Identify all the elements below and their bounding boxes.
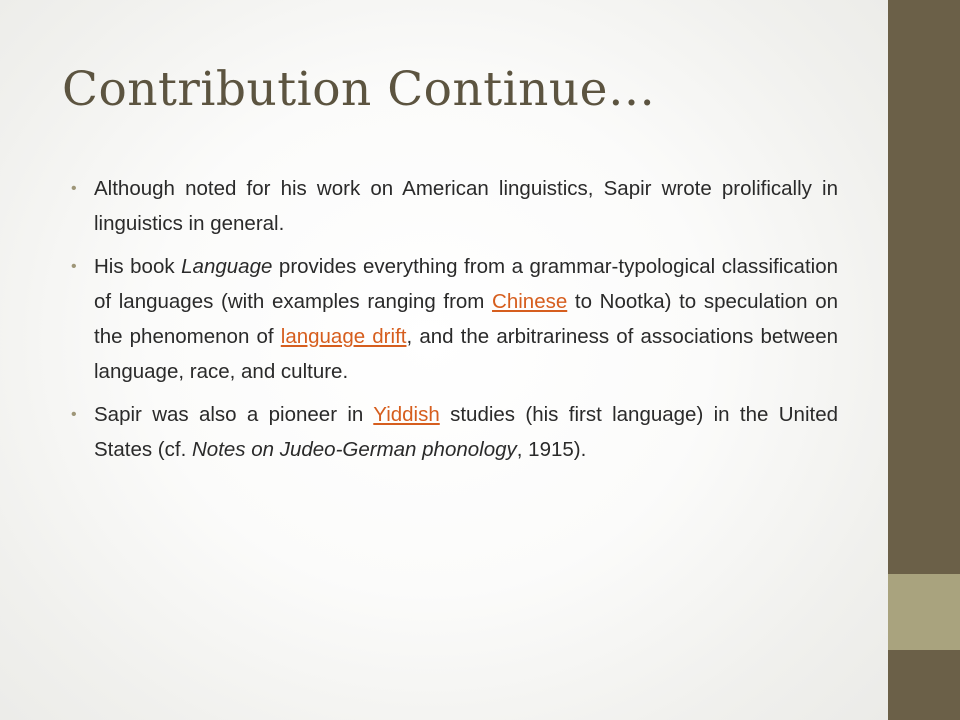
bullet-text: Sapir was also a pioneer in [94, 403, 374, 426]
sidebar-band-top [888, 0, 960, 574]
bullet-text: His book [94, 255, 182, 278]
sidebar-band-bottom [888, 650, 960, 720]
bullet-text: , 1915). [516, 438, 587, 461]
bullet-text: to Nootka) to speculation on the phenomenon of [94, 290, 838, 348]
bullet-list [70, 171, 838, 475]
bullet-dot-icon: • [71, 258, 77, 275]
book-title-language: Language [181, 255, 273, 278]
bullet-item [70, 249, 838, 389]
sidebar-band-accent [888, 574, 960, 650]
bullet-text: Although noted for his work on American linguistics, Sapir wrote prolifically in linguistics in general. [94, 177, 838, 235]
bullet-text: studies (his first language) in the United States (cf. [94, 403, 838, 461]
bullet-text: provides everything from a grammar-typological classification of languages (with examples ranging from [94, 255, 838, 313]
decorative-sidebar [888, 0, 960, 720]
bullet-item [70, 397, 838, 467]
bullet-item [70, 171, 838, 241]
book-title-notes: Notes on Judeo-German phonology [191, 438, 517, 461]
link-yiddish[interactable]: Yiddish [373, 403, 440, 426]
slide-title: Contribution Continue… [62, 62, 656, 117]
bullet-dot-icon: • [71, 406, 77, 423]
link-chinese[interactable]: Chinese [492, 290, 568, 313]
link-language-drift[interactable]: language drift [280, 325, 407, 348]
bullet-text: , and the arbitrariness of associations between language, race, and culture. [94, 325, 839, 383]
bullet-dot-icon: • [71, 180, 77, 197]
